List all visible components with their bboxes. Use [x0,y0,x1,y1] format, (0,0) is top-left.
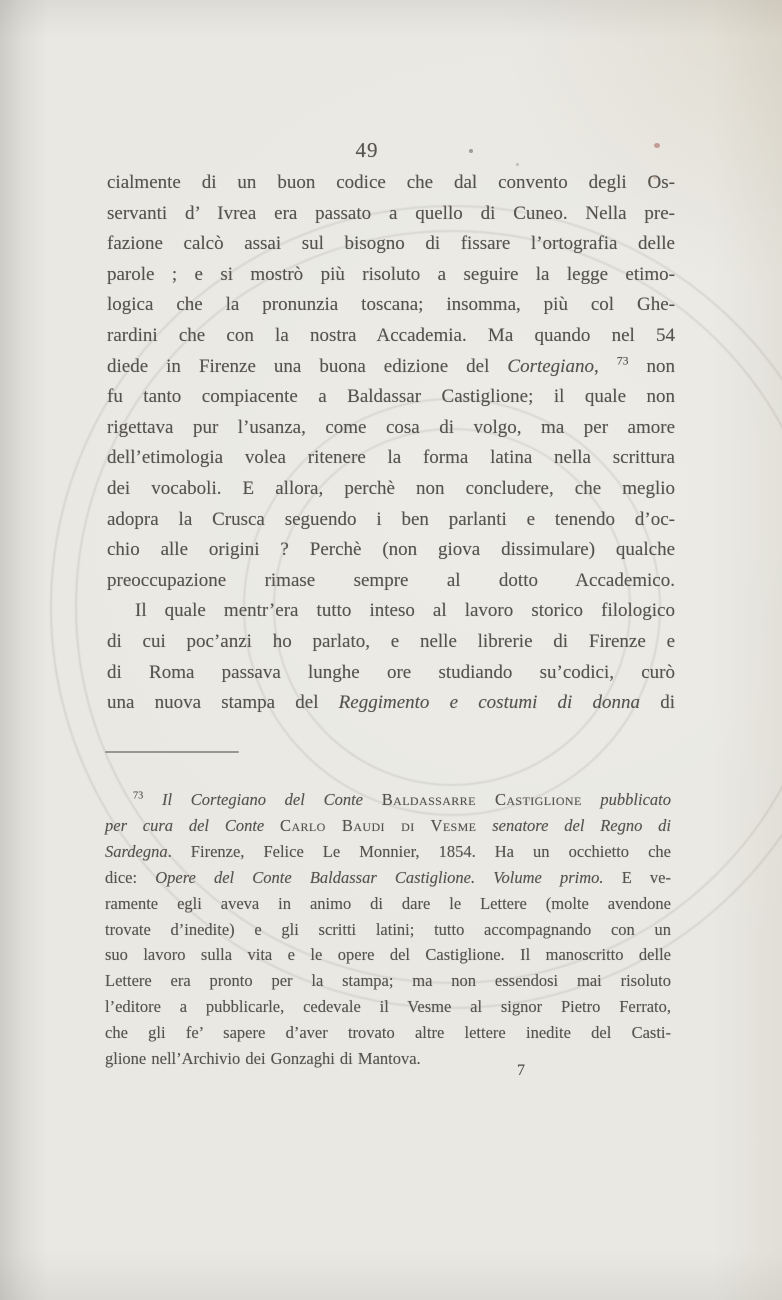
signature-mark: 7 [517,1062,525,1079]
paper-speck [654,143,660,148]
text-line: di cui poc’anzi ho parlato, e nelle librerie di Firenze e [107,630,675,652]
text-line: una nuova stampa del Reggimento e costumi di donna di [107,692,675,714]
text-line: l’editore a pubblicarle, cedevale il Vesme al signor Pietro Ferrato, [105,997,671,1017]
text-line: ramente egli aveva in animo di dare le Lettere (molte avendone [105,893,671,913]
text-line: $^{73}$ Il Cortegiano del Conte Baldassarre Castiglione pubblicato [133,790,672,809]
text-line: glione nell’Archivio dei Gonzaghi di Mantova. [105,1049,421,1069]
text-line: dice: Opere del Conte Baldassar Castiglione. Volume primo. E ve- [105,867,671,887]
footnote-text [105,787,671,1072]
text-line: chio alle origini ? Perchè (non giova dissimulare) qualche [107,539,675,561]
text-line: preoccupazione rimase sempre al dotto Accademico. [107,569,675,591]
text-line: fazione calcò assai sul bisogno di fissare l’ortografia delle [107,233,675,255]
footnote-separator [105,751,239,753]
text-line: fu tanto compiacente a Baldassar Castiglione; il quale non [107,386,675,408]
text-line: trovate d’inedite) e gli scritti latini; tutto accompagnando con un [105,919,671,939]
text-line: adopra la Crusca seguendo i ben parlanti e tenendo d’oc- [107,508,675,530]
text-line: Sardegna. Firenze, Felice Le Monnier, 1854. Ha un occhietto che [105,841,671,861]
text-line: rardini che con la nostra Accademia. Ma quando nel 54 [107,324,675,346]
text-line: Lettere era pronto per la stampa; ma non essendosi mai risoluto [105,971,671,991]
text-line: Il quale mentr’era tutto inteso al lavoro storico filologico [135,600,675,622]
text-line: diede in Firenze una buona edizione del Cortegiano, $^{73}$ non [107,354,676,377]
text-line: servanti d’ Ivrea era passato a quello di Cuneo. Nella pre- [107,202,675,224]
text-line: che gli fe’ sapere d’aver trovato altre lettere inedite del Casti- [105,1023,671,1043]
text-line: di Roma passava lunghe ore studiando su’codici, curò [107,661,675,683]
page-number: 49 [355,138,379,162]
text-line: dei vocaboli. E allora, perchè non concludere, che meglio [107,477,675,499]
text-line: per cura del Conte Carlo Baudi di Vesme senatore del Regno di [105,815,671,835]
paper-speck [516,163,519,166]
text-line: logica che la pronunzia toscana; insomma, più col Ghe- [107,294,675,316]
text-line: rigettava pur l’usanza, come cosa di volgo, ma per amore [107,416,675,438]
text-line: parole ; e si mostrò più risoluto a seguire la legge etimo- [107,263,675,285]
body-text [107,168,675,719]
text-line: dell’etimologia volea ritenere la forma latina nella scrittura [107,447,675,469]
text-line: suo lavoro sulla vita e le opere del Castiglione. Il manoscritto delle [105,945,671,965]
paper-speck [469,149,473,153]
text-line: cialmente di un buon codice che dal convento degli Os- [107,172,675,193]
